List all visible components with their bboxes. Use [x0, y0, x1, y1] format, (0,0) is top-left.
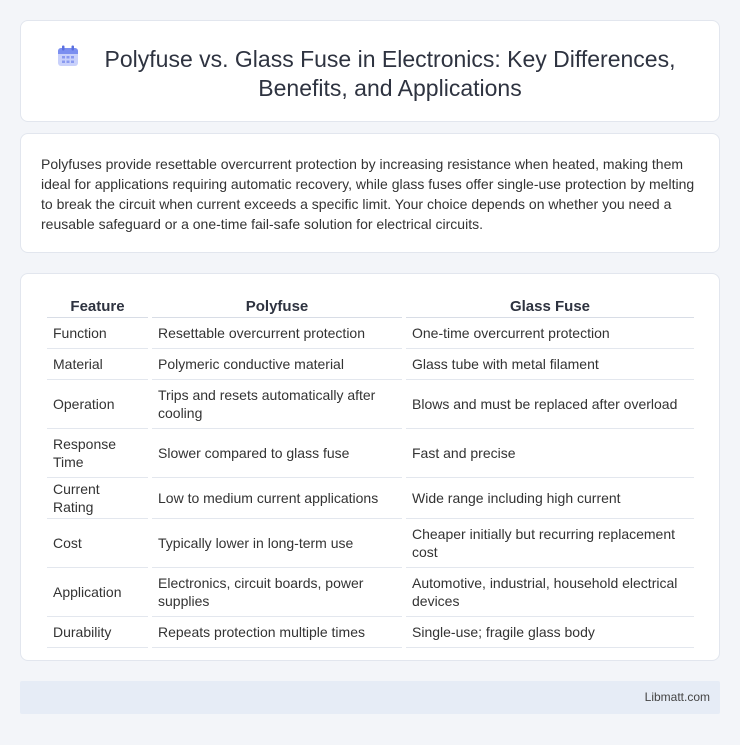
feature-cell: Durability — [47, 617, 148, 648]
polyfuse-cell: Electronics, circuit boards, power supplies — [152, 568, 402, 617]
feature-cell: Material — [47, 349, 148, 380]
polyfuse-cell: Low to medium current applications — [152, 478, 402, 519]
title-card — [20, 20, 720, 122]
footer-site-link[interactable]: Libmatt.com — [644, 690, 710, 704]
feature-cell: Current Rating — [47, 478, 148, 519]
feature-cell: Application — [47, 568, 148, 617]
table-header-row — [47, 296, 694, 318]
glass-fuse-cell: One-time overcurrent protection — [406, 318, 694, 349]
table-row — [47, 617, 694, 648]
comparison-table — [43, 296, 698, 648]
feature-cell: Function — [47, 318, 148, 349]
polyfuse-cell: Typically lower in long-term use — [152, 519, 402, 568]
table-row — [47, 519, 694, 568]
table-row — [47, 349, 694, 380]
polyfuse-cell: Repeats protection multiple times — [152, 617, 402, 648]
polyfuse-cell: Polymeric conductive material — [152, 349, 402, 380]
header-glass-fuse: Glass Fuse — [406, 296, 694, 318]
table-row — [47, 318, 694, 349]
glass-fuse-cell: Glass tube with metal filament — [406, 349, 694, 380]
feature-cell: Operation — [47, 380, 148, 429]
summary-card — [20, 133, 720, 253]
polyfuse-cell: Trips and resets automatically after cooling — [152, 380, 402, 429]
footer — [20, 681, 720, 714]
polyfuse-cell: Slower compared to glass fuse — [152, 429, 402, 478]
header-feature: Feature — [47, 296, 148, 318]
glass-fuse-cell: Fast and precise — [406, 429, 694, 478]
summary-text: Polyfuses provide resettable overcurrent protection by increasing resistance when heated, making them ideal for applications requiring automatic recovery, while glass fuses offer single-use protection by melting to break the circuit when current exceeds a specific limit. Your choice depends on whether you need a reusable safeguard or a one-time fail-safe solution for electrical circuits. — [41, 156, 695, 232]
feature-cell: Cost — [47, 519, 148, 568]
glass-fuse-cell: Single-use; fragile glass body — [406, 617, 694, 648]
table-row — [47, 568, 694, 617]
glass-fuse-cell: Wide range including high current — [406, 478, 694, 519]
table-row — [47, 429, 694, 478]
feature-cell: Response Time — [47, 429, 148, 478]
glass-fuse-cell: Cheaper initially but recurring replacement cost — [406, 519, 694, 568]
polyfuse-cell: Resettable overcurrent protection — [152, 318, 402, 349]
comparison-card — [20, 273, 720, 661]
header-polyfuse: Polyfuse — [152, 296, 402, 318]
glass-fuse-cell: Blows and must be replaced after overload — [406, 380, 694, 429]
table-row — [47, 380, 694, 429]
table-row — [47, 478, 694, 519]
glass-fuse-cell: Automotive, industrial, household electrical devices — [406, 568, 694, 617]
page-title: Polyfuse vs. Glass Fuse in Electronics: Key Differences, Benefits, and Applications — [104, 46, 676, 101]
